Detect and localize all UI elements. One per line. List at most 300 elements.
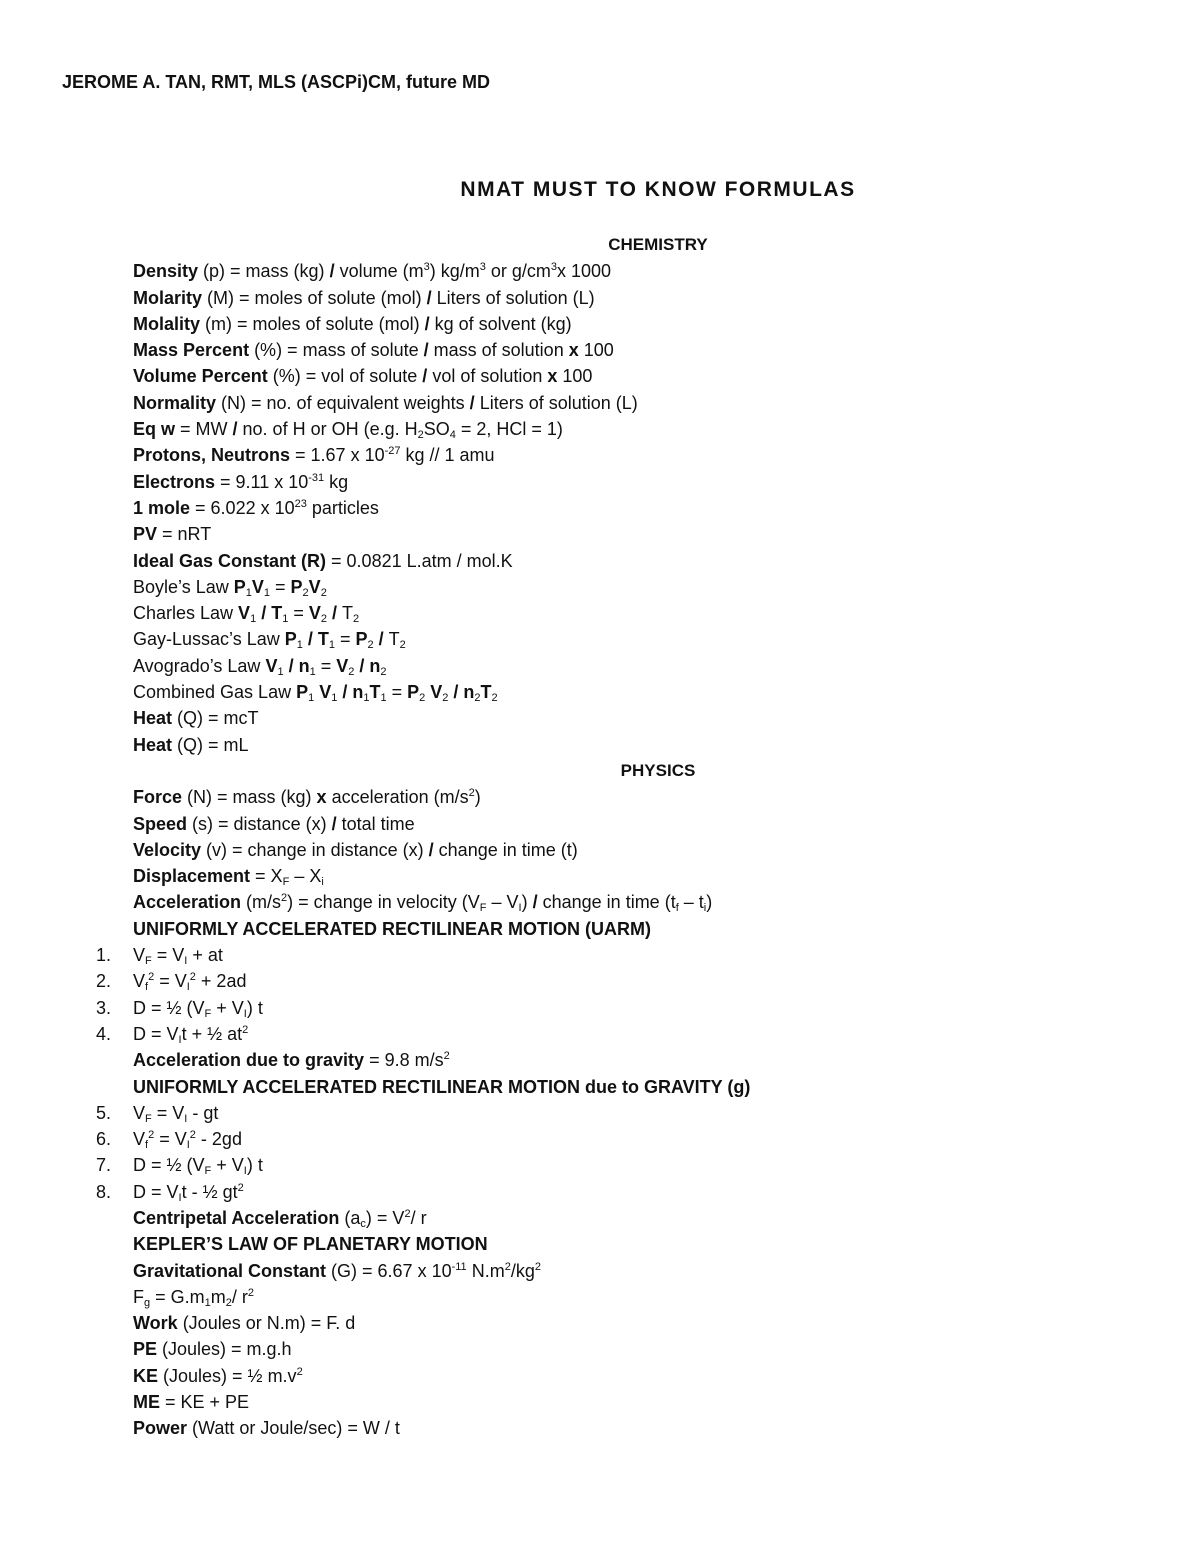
text-segment: /: [423, 340, 429, 361]
text-segment: ) = V: [365, 1207, 405, 1228]
text-segment: =: [288, 603, 309, 624]
text-segment: f: [675, 902, 679, 915]
line-text: [133, 942, 223, 968]
text-segment: F: [145, 1112, 152, 1125]
text-segment: Displacement: [133, 866, 251, 887]
text-segment: (a: [339, 1207, 361, 1228]
text-segment: Density: [133, 261, 199, 282]
text-segment: or g/cm: [485, 261, 551, 282]
formula-line: [0, 548, 1200, 574]
text-segment: P: [290, 576, 303, 597]
text-segment: 1: [380, 692, 387, 705]
line-text: [133, 679, 498, 705]
text-segment: Boyle’s Law: [133, 576, 234, 597]
text-segment: 2: [404, 1207, 411, 1220]
text-segment: change in time (t: [537, 892, 676, 913]
text-segment: I: [178, 1033, 182, 1046]
formula-line: [0, 600, 1200, 626]
list-number: 1.: [96, 945, 112, 966]
text-segment: 1: [263, 586, 271, 599]
text-segment: V: [133, 1102, 146, 1123]
line-text: [133, 1336, 292, 1362]
line-text: [133, 1152, 263, 1178]
line-text: [133, 1415, 400, 1441]
text-segment: D = V: [133, 1023, 179, 1044]
text-segment: 2: [320, 586, 327, 599]
text-segment: / r: [410, 1207, 427, 1228]
text-segment: Combined Gas Law: [133, 682, 297, 703]
text-segment: P: [284, 629, 297, 650]
line-text: [133, 1205, 427, 1231]
text-segment: 2: [237, 1181, 244, 1194]
formula-line: [0, 784, 1200, 810]
text-segment: /: [373, 629, 389, 650]
text-segment: 2: [247, 1286, 255, 1299]
text-segment: 2: [443, 1050, 450, 1063]
text-segment: / n: [448, 682, 475, 703]
text-segment: Eq w: [133, 419, 176, 440]
text-segment: 1 mole: [133, 497, 191, 518]
text-segment: 2: [504, 1260, 511, 1273]
line-text: [133, 1126, 242, 1152]
text-segment: Electrons: [133, 471, 216, 492]
line-text: [133, 390, 638, 416]
text-segment: 2: [148, 1129, 155, 1142]
text-segment: = G.m: [150, 1286, 205, 1307]
line-text: [133, 968, 246, 994]
text-segment: mass of solution: [428, 340, 569, 361]
text-segment: Speed: [133, 813, 188, 834]
text-segment: T: [369, 682, 381, 703]
numbered-formula: [0, 995, 1200, 1021]
text-segment: P: [233, 576, 246, 597]
text-segment: 1: [296, 639, 303, 652]
text-segment: Work: [133, 1313, 178, 1334]
text-segment: -27: [384, 445, 401, 458]
text-segment: i: [703, 902, 707, 915]
formula-line: [0, 863, 1200, 889]
numbered-formula: [0, 1021, 1200, 1047]
text-segment: 100: [578, 340, 614, 361]
text-segment: /: [329, 261, 335, 282]
text-segment: m: [210, 1286, 226, 1307]
text-segment: = V: [151, 1102, 185, 1123]
text-segment: no. of H or OH (e.g. H: [237, 419, 418, 440]
author-header: JEROME A. TAN, RMT, MLS (ASCPi)CM, future MD: [62, 72, 490, 92]
text-segment: acceleration (m/s: [326, 787, 469, 808]
line-text: [0, 232, 1200, 258]
text-segment: Acceleration: [133, 892, 242, 913]
text-segment: f: [145, 1139, 149, 1152]
formula-line: [0, 469, 1200, 495]
text-segment: V: [133, 945, 146, 966]
text-segment: Protons, Neutrons: [133, 445, 291, 466]
text-segment: UNIFORMLY ACCELERATED RECTILINEAR MOTION (UARM): [133, 918, 651, 939]
text-segment: I: [243, 1007, 247, 1020]
text-segment: ) t: [246, 1155, 263, 1176]
formula-line: [0, 1284, 1200, 1310]
text-segment: + at: [187, 945, 223, 966]
text-segment: particles: [306, 497, 379, 518]
text-segment: KEPLER’S LAW OF PLANETARY MOTION: [133, 1234, 488, 1255]
formula-line: [0, 889, 1200, 915]
line-text: [133, 1258, 541, 1284]
line-text: [133, 863, 324, 889]
text-segment: t - ½ gt: [181, 1181, 238, 1202]
text-segment: = 9.11 x 10: [215, 471, 309, 492]
text-segment: x: [316, 787, 327, 808]
text-segment: -11: [451, 1260, 467, 1273]
formula-line: [0, 337, 1200, 363]
line-text: [133, 653, 386, 679]
text-segment: (Q) = mcT: [172, 708, 259, 729]
text-segment: = V: [154, 1129, 187, 1150]
numbered-formula: [0, 942, 1200, 968]
text-segment: /: [428, 839, 434, 860]
text-segment: = X: [250, 866, 283, 887]
formula-line: [0, 311, 1200, 337]
formula-line: [0, 285, 1200, 311]
text-segment: Liters of solution (L): [474, 392, 638, 413]
text-segment: = KE + PE: [160, 1392, 250, 1413]
text-segment: /: [326, 603, 342, 624]
text-segment: I: [186, 1139, 190, 1152]
text-segment: kg of solvent (kg): [429, 313, 572, 334]
formula-line: [0, 916, 1200, 942]
text-segment: 2: [320, 613, 327, 626]
text-segment: ) kg/m: [429, 261, 480, 282]
text-segment: D = ½ (V: [133, 1155, 205, 1176]
text-segment: Normality: [133, 392, 217, 413]
line-text: [133, 574, 327, 600]
text-segment: /: [426, 287, 432, 308]
line-text: [133, 784, 481, 810]
text-segment: - gt: [187, 1102, 219, 1123]
text-segment: 1: [363, 692, 370, 705]
formula-line: [0, 574, 1200, 600]
line-text: [133, 442, 495, 468]
line-text: [133, 1074, 750, 1100]
text-segment: Acceleration due to gravity: [133, 1050, 365, 1071]
text-segment: – X: [289, 866, 322, 887]
formula-line: [0, 495, 1200, 521]
text-segment: = V: [151, 945, 185, 966]
text-segment: ) t: [246, 997, 263, 1018]
formula-line: [0, 1336, 1200, 1362]
list-number: 5.: [96, 1102, 112, 1123]
text-segment: (M) = moles of solute (mol): [202, 287, 427, 308]
text-segment: vol of solution: [427, 366, 548, 387]
line-text: [133, 1310, 355, 1336]
line-text: [133, 311, 572, 337]
line-text: [133, 495, 379, 521]
line-text: [133, 916, 651, 942]
text-segment: PE: [133, 1339, 158, 1360]
text-segment: (Watt or Joule/sec) = W / t: [187, 1418, 400, 1439]
text-segment: + V: [211, 1155, 244, 1176]
text-segment: Mass Percent: [133, 340, 250, 361]
line-text: [133, 837, 578, 863]
text-segment: /: [331, 813, 337, 834]
text-segment: /: [422, 366, 428, 387]
text-segment: x: [568, 340, 579, 361]
text-segment: F: [204, 1165, 212, 1178]
list-number: 6.: [96, 1129, 112, 1150]
text-segment: V: [336, 655, 349, 676]
text-segment: F: [145, 955, 152, 968]
text-segment: Molality: [133, 313, 201, 334]
line-text: [133, 1389, 249, 1415]
line-text: [133, 732, 249, 758]
line-text: [133, 1021, 248, 1047]
text-segment: 1: [204, 1296, 211, 1309]
text-segment: volume (m: [334, 261, 424, 282]
text-segment: (N) = no. of equivalent weights: [216, 392, 470, 413]
formula-line: [0, 1258, 1200, 1284]
text-segment: – V: [486, 892, 519, 913]
text-segment: /: [232, 419, 238, 440]
line-text: [0, 758, 1200, 784]
line-text: [133, 337, 614, 363]
text-segment: 100: [557, 366, 593, 387]
text-segment: (v) = change in distance (x): [201, 839, 429, 860]
formula-line: [0, 1389, 1200, 1415]
text-segment: =: [386, 682, 408, 703]
text-segment: 2: [189, 1129, 196, 1142]
text-segment: (%) = mass of solute: [249, 340, 424, 361]
text-segment: = MW: [175, 419, 233, 440]
line-text: [133, 521, 211, 547]
text-segment: change in time (t): [433, 839, 578, 860]
text-segment: P: [407, 682, 420, 703]
text-segment: + 2ad: [195, 971, 247, 992]
text-segment: c: [360, 1217, 366, 1230]
text-segment: I: [184, 955, 188, 968]
formula-line: [0, 811, 1200, 837]
formula-line: [0, 679, 1200, 705]
text-segment: 1: [277, 665, 284, 678]
line-text: [133, 626, 406, 652]
line-text: [133, 1231, 488, 1257]
text-segment: 2: [419, 692, 426, 705]
text-segment: F: [479, 902, 487, 915]
line-text: [133, 995, 263, 1021]
text-segment: g: [144, 1296, 151, 1309]
text-segment: – t: [678, 892, 704, 913]
line-text: [133, 1284, 254, 1310]
text-segment: 4: [449, 429, 456, 442]
list-number: 4.: [96, 1023, 112, 1044]
text-segment: D = ½ (V: [133, 997, 205, 1018]
text-segment: t + ½ at: [181, 1023, 243, 1044]
text-segment: P: [355, 629, 368, 650]
text-segment: Avogrado’s Law: [133, 655, 266, 676]
formula-line: [0, 416, 1200, 442]
line-text: [133, 1047, 450, 1073]
formula-line: [0, 1310, 1200, 1336]
numbered-formula: [0, 1126, 1200, 1152]
text-segment: (%) = vol of solute: [267, 366, 423, 387]
text-segment: (N) = mass (kg): [182, 787, 317, 808]
text-segment: (Q) = mL: [172, 734, 249, 755]
list-number: 8.: [96, 1181, 112, 1202]
text-segment: 2: [189, 971, 196, 984]
text-segment: 2: [468, 787, 475, 800]
formula-line: [0, 442, 1200, 468]
text-segment: I: [243, 1165, 247, 1178]
section-heading: [0, 758, 1200, 784]
text-segment: UNIFORMLY ACCELERATED RECTILINEAR MOTION due to GRAVITY (g): [133, 1076, 751, 1097]
text-segment: 1: [245, 586, 252, 599]
document-title: NMAT MUST TO KNOW FORMULAS: [460, 178, 856, 201]
text-segment: 2: [380, 665, 387, 678]
text-segment: Charles Law: [133, 603, 239, 624]
text-segment: T: [480, 682, 492, 703]
text-segment: = 1.67 x 10: [290, 445, 385, 466]
text-segment: Gravitational Constant: [133, 1260, 327, 1281]
text-segment: 2: [399, 639, 406, 652]
text-segment: (Joules or N.m) = F. d: [177, 1313, 356, 1334]
formula-line: [0, 258, 1200, 284]
text-segment: i: [321, 876, 324, 889]
text-segment: Gay-Lussac’s Law: [133, 629, 285, 650]
text-segment: I: [184, 1112, 188, 1125]
text-segment: Heat: [133, 708, 173, 729]
line-text: [133, 469, 348, 495]
text-segment: -31: [308, 471, 325, 484]
text-segment: 3: [423, 261, 430, 274]
text-segment: ) = change in velocity (V: [287, 892, 480, 913]
numbered-formula: [0, 968, 1200, 994]
text-segment: Power: [133, 1418, 188, 1439]
text-segment: V: [425, 682, 443, 703]
text-segment: V: [308, 603, 321, 624]
text-segment: V: [251, 576, 264, 597]
text-segment: /: [469, 392, 475, 413]
text-segment: P: [296, 682, 309, 703]
text-segment: /kg: [510, 1260, 535, 1281]
text-segment: (m) = moles of solute (mol): [200, 313, 425, 334]
text-segment: V: [314, 682, 332, 703]
text-segment: 1: [308, 692, 315, 705]
text-segment: /: [424, 313, 430, 334]
text-segment: / r: [231, 1286, 248, 1307]
line-text: [133, 258, 611, 284]
text-segment: 2: [442, 692, 449, 705]
text-segment: Heat: [133, 734, 173, 755]
text-segment: ME: [133, 1392, 160, 1413]
list-number: 3.: [96, 997, 112, 1018]
text-segment: / n: [354, 655, 381, 676]
formula-line: [0, 705, 1200, 731]
text-segment: KE: [133, 1365, 159, 1386]
text-segment: 2: [417, 429, 424, 442]
text-segment: 1: [328, 639, 335, 652]
text-segment: / T: [302, 629, 329, 650]
text-segment: 1: [282, 613, 289, 626]
text-segment: Molarity: [133, 287, 203, 308]
text-segment: (Joules) = ½ m.v: [158, 1365, 297, 1386]
text-segment: F: [282, 876, 290, 889]
text-segment: ): [706, 892, 713, 913]
text-segment: Volume Percent: [133, 366, 268, 387]
text-segment: Liters of solution (L): [431, 287, 595, 308]
text-segment: (G) = 6.67 x 10: [326, 1260, 452, 1281]
line-text: [133, 1363, 303, 1389]
text-segment: (Joules) = m.g.h: [157, 1339, 292, 1360]
text-segment: Velocity: [133, 839, 202, 860]
list-number: 7.: [96, 1155, 112, 1176]
text-segment: = V: [154, 971, 187, 992]
formula-line: [0, 1074, 1200, 1100]
text-segment: 1: [309, 665, 316, 678]
numbered-formula: [0, 1179, 1200, 1205]
formula-line: [0, 1205, 1200, 1231]
text-segment: = 0.0821 L.atm / mol.K: [326, 550, 513, 571]
text-segment: total time: [336, 813, 415, 834]
text-segment: 3: [550, 261, 557, 274]
text-segment: V: [265, 655, 278, 676]
text-segment: Centripetal Acceleration: [133, 1207, 340, 1228]
text-segment: 2: [474, 692, 481, 705]
text-segment: 2: [534, 1260, 541, 1273]
text-segment: 2: [348, 665, 355, 678]
formula-line: [0, 626, 1200, 652]
text-segment: V: [308, 576, 321, 597]
text-segment: kg // 1 amu: [400, 445, 495, 466]
text-segment: 2: [242, 1023, 249, 1036]
text-segment: 2: [296, 1365, 303, 1378]
line-text: [133, 889, 712, 915]
text-segment: V: [133, 1129, 146, 1150]
text-segment: V: [238, 603, 251, 624]
text-segment: ): [521, 892, 533, 913]
text-segment: Force: [133, 787, 183, 808]
text-segment: =: [315, 655, 337, 676]
line-text: [133, 705, 259, 731]
text-segment: x 1000: [557, 261, 612, 282]
text-segment: 2: [148, 971, 155, 984]
text-segment: = 2, HCl = 1): [455, 419, 563, 440]
text-segment: D = V: [133, 1181, 179, 1202]
text-segment: (s) = distance (x): [187, 813, 332, 834]
line-text: [133, 548, 513, 574]
text-segment: 2: [281, 892, 288, 905]
text-segment: 2: [491, 692, 498, 705]
text-segment: f: [145, 981, 149, 994]
line-text: [133, 811, 415, 837]
text-segment: T: [388, 629, 400, 650]
numbered-formula: [0, 1100, 1200, 1126]
text-segment: I: [186, 981, 190, 994]
text-segment: = 9.8 m/s: [364, 1050, 444, 1071]
text-segment: / n: [337, 682, 364, 703]
formula-line: [0, 1363, 1200, 1389]
text-segment: I: [178, 1191, 182, 1204]
formula-line: [0, 837, 1200, 863]
text-segment: Ideal Gas Constant (R): [133, 550, 327, 571]
formula-line: [0, 1047, 1200, 1073]
text-segment: 3: [479, 261, 486, 274]
line-text: [133, 1179, 244, 1205]
formula-list: [0, 232, 1200, 1442]
text-segment: 2: [367, 639, 374, 652]
text-segment: V: [133, 971, 146, 992]
text-segment: - 2gd: [195, 1129, 242, 1150]
text-segment: PHYSICS: [620, 760, 696, 780]
text-segment: 2: [352, 613, 360, 626]
line-text: [133, 285, 595, 311]
